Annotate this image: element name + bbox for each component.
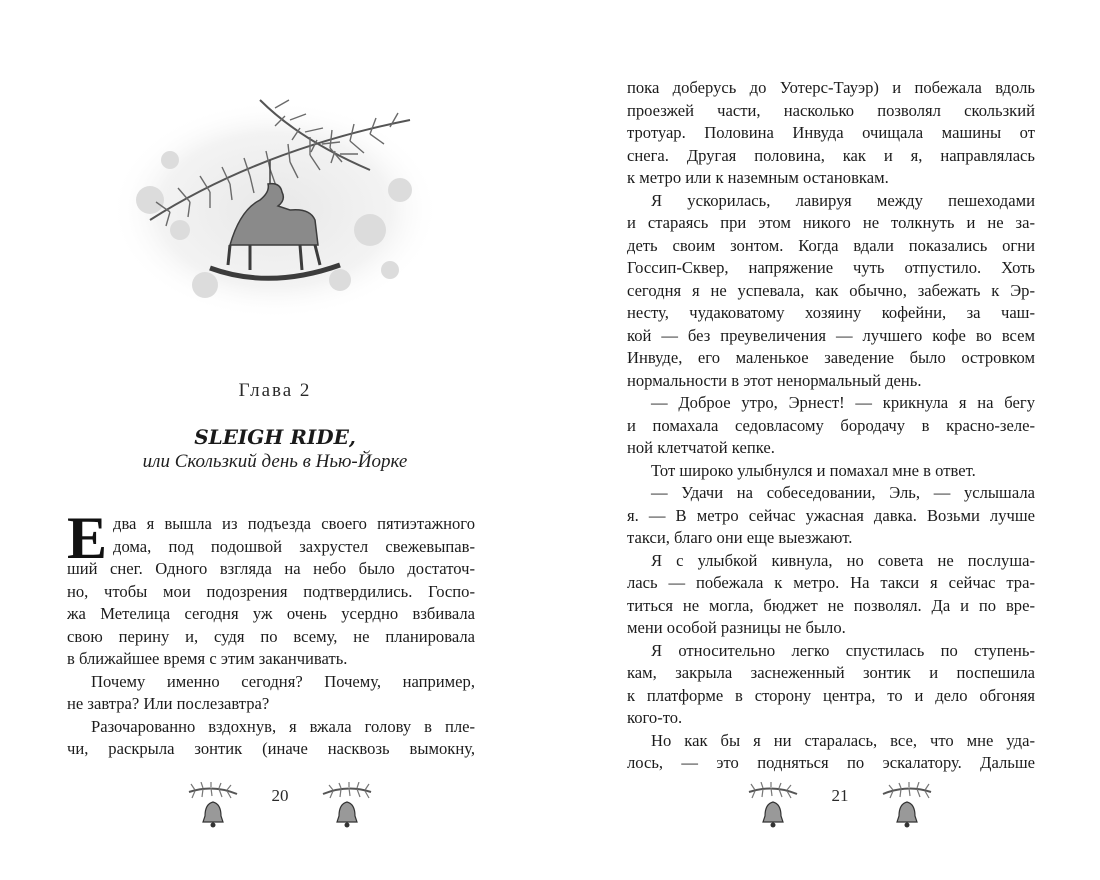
text-line: пока доберусь до Уотерс-Тауэр) и побежала вдоль bbox=[627, 78, 1035, 97]
text-line: тротуар. Половина Инвуда очищала машины от bbox=[627, 123, 1035, 142]
text-line: не завтра? Или послезавтра? bbox=[67, 694, 270, 713]
text-line: жа Метелица сегодня уж очень усердно взбивала bbox=[67, 604, 475, 623]
text-line: дома, под подошвой захрустел свежевыпав- bbox=[113, 536, 475, 556]
drop-cap-lines bbox=[113, 513, 475, 558]
text-line: кам, закрыла заснеженный зонтик и поспешила bbox=[627, 663, 1035, 682]
text-line: и помахала седовласому бородачу в красно-зеле- bbox=[627, 415, 1035, 435]
text-line: такси, благо они еще выезжают. bbox=[627, 528, 853, 547]
drop-cap: Е bbox=[67, 505, 108, 571]
text-line: ной клетчатой кепке. bbox=[627, 438, 775, 457]
text-line: Я с улыбкой кивнула, но совета не послуша- bbox=[651, 550, 1035, 570]
text-line: Тот широко улыбнулся и помахал мне в ответ. bbox=[651, 460, 976, 480]
text-line: свою перину и, судя по всему, не планировала bbox=[67, 626, 475, 646]
text-line: несту, чудаковатому хозяину кофейни, за чаш- bbox=[627, 303, 1035, 322]
text-line: Но как бы я ни старалась, все, что мне уда- bbox=[651, 730, 1035, 750]
rocking-horse-ornament-icon bbox=[110, 80, 440, 330]
text-line: нормальности в этот ненормальный день. bbox=[627, 370, 922, 390]
text-line: — Доброе утро, Эрнест! — крикнула я на бегу bbox=[651, 393, 1035, 412]
text-line: проезжей части, насколько позволял скользкий bbox=[627, 100, 1035, 120]
text-line: Госсип-Сквер, напряжение чуть отпустило. Хоть bbox=[627, 258, 1035, 277]
text-line: деть своим зонтом. Когда вдали показались огни bbox=[627, 235, 1035, 255]
chapter-label: Глава 2 bbox=[238, 380, 312, 401]
text-line: снега. Другая половина, как и я, направлялась bbox=[627, 145, 1035, 165]
chapter-title: SLEIGH RIDE, bbox=[194, 425, 356, 449]
page-number: 21 bbox=[831, 786, 849, 805]
text-line: лось, — это подняться по эскалатору. Дальше bbox=[627, 753, 1035, 772]
footer-left bbox=[185, 782, 375, 838]
left-body-text bbox=[67, 558, 475, 761]
text-line: к платформе в сторону центра, то и дело обгоняя bbox=[627, 685, 1035, 705]
text-line: но, чтобы мои подозрения подтвердились. Госпо- bbox=[67, 581, 475, 601]
text-line: Я ускорилась, лавируя между пешеходами bbox=[651, 190, 1035, 210]
text-line: в ближайшее время с этим заканчивать. bbox=[67, 649, 348, 668]
text-line: Я относительно легко спустилась по ступень- bbox=[651, 640, 1035, 660]
text-line: — Удачи на собеседовании, Эль, — услышала bbox=[651, 483, 1035, 502]
text-line: кого-то. bbox=[627, 708, 683, 727]
chapter-subtitle: или Скользкий день в Нью-Йорке bbox=[142, 451, 408, 472]
page-number: 20 bbox=[271, 786, 289, 805]
pine-bell-ornament-icon bbox=[879, 782, 935, 838]
footer-right bbox=[745, 782, 935, 838]
text-line: два я вышла из подъезда своего пятиэтажного bbox=[113, 514, 475, 533]
pine-bell-ornament-icon bbox=[319, 782, 375, 838]
text-line: Почему именно сегодня? Почему, например, bbox=[91, 671, 475, 691]
text-line: чи, раскрыла зонтик (иначе насквозь вымокну, bbox=[67, 739, 475, 758]
text-line: кой — без преувеличения — лучшего кофе во всем bbox=[627, 325, 1035, 345]
text-line: и стараясь при этом никого не толкнуть и не за- bbox=[627, 213, 1035, 232]
text-line: сегодня я не успевала, как обычно, забежать к Эр- bbox=[627, 280, 1035, 300]
text-line: мени особой разницы не было. bbox=[627, 618, 846, 637]
text-line: лась — побежала к метро. На такси я сейчас тра- bbox=[627, 573, 1035, 592]
text-line: ший снег. Одного взгляда на небо было достаточ- bbox=[67, 559, 475, 578]
text-line: титься не могла, бюджет не позволял. Да и по вре- bbox=[627, 595, 1035, 615]
text-line: Инвуде, его маленькое заведение было островком bbox=[627, 348, 1035, 367]
text-line: Разочарованно вздохнув, я вжала голову в пле- bbox=[91, 716, 475, 736]
right-body-text bbox=[627, 77, 1035, 775]
text-line: к метро или к наземным остановкам. bbox=[627, 168, 889, 187]
text-line: я. — В метро сейчас ужасная давка. Возьми лучше bbox=[627, 505, 1035, 525]
